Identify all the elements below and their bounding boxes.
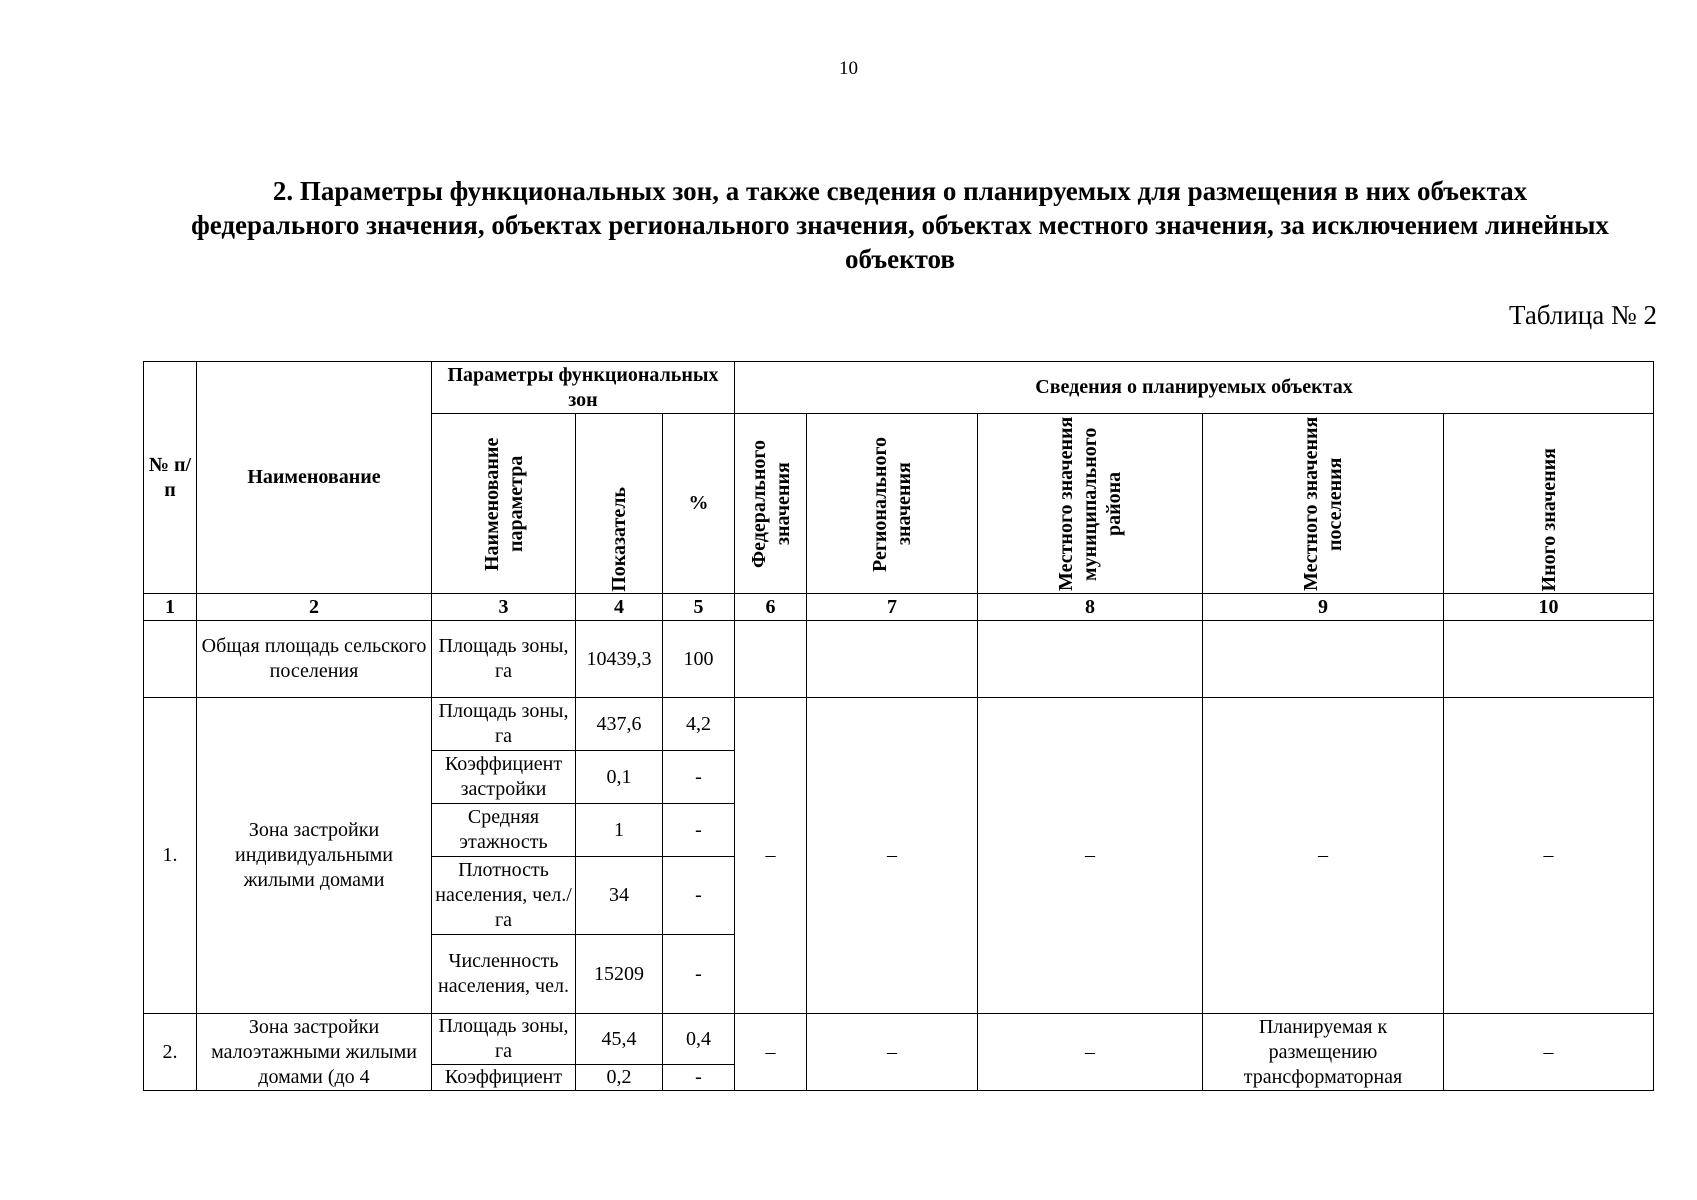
param-percent-cell: -: [663, 1065, 735, 1091]
header-regional: Регионального значения: [807, 414, 978, 594]
param-percent-cell: -: [663, 804, 735, 857]
param-percent-cell: 4,2: [663, 698, 735, 751]
header-num: № п/п: [144, 362, 197, 594]
header-other: Иного значения: [1444, 414, 1654, 594]
param-name-cell: Средняя этажность: [432, 804, 576, 857]
header-objects-group: Сведения о планируемых объектах: [735, 362, 1654, 414]
param-percent-cell: 0,4: [663, 1014, 735, 1065]
param-value-cell: 34: [576, 857, 663, 935]
header-params-group: Параметры функциональных зон: [432, 362, 735, 414]
param-value-cell: 437,6: [576, 698, 663, 751]
empty-cell: [735, 621, 807, 698]
col-number: 5: [663, 594, 735, 621]
param-percent-cell: -: [663, 935, 735, 1014]
total-percent-cell: 100: [663, 621, 735, 698]
header-local-district: Местного значения муниципального района: [978, 414, 1203, 594]
param-value-cell: 0,1: [576, 751, 663, 804]
param-name-cell: Площадь зоны, га: [432, 1014, 576, 1065]
zone1-federal-cell: –: [735, 698, 807, 1014]
zone2-num-cell: 2.: [144, 1014, 197, 1091]
param-name-cell: Численность населения, чел.: [432, 935, 576, 1014]
document-title: [140, 174, 1660, 276]
header-indicator: Показатель: [576, 414, 663, 594]
table-row: [144, 621, 1654, 698]
param-value-cell: 45,4: [576, 1014, 663, 1065]
page-number: 10: [839, 58, 858, 79]
zone2-local-settlement-cell: Планируемая к размещению трансформаторная: [1203, 1014, 1444, 1091]
col-number: 6: [735, 594, 807, 621]
header-local-settlement: Местного значения поселения: [1203, 414, 1444, 594]
col-number: 2: [197, 594, 432, 621]
col-number: 1: [144, 594, 197, 621]
param-percent-cell: -: [663, 857, 735, 935]
zones-table: [143, 361, 1654, 1091]
param-percent-cell: -: [663, 751, 735, 804]
zone1-regional-cell: –: [807, 698, 978, 1014]
zone2-local-district-cell: –: [978, 1014, 1203, 1091]
table-label: Таблица № 2: [1509, 300, 1657, 330]
param-value-cell: 0,2: [576, 1065, 663, 1091]
total-param-cell: Площадь зоны, га: [432, 621, 576, 698]
header-name: Наименование: [197, 362, 432, 594]
empty-cell: [807, 621, 978, 698]
zone2-federal-cell: –: [735, 1014, 807, 1091]
param-name-cell: Плотность населения, чел./га: [432, 857, 576, 935]
header-param-name: Наименование параметра: [432, 414, 576, 594]
title-line-1: 2. Параметры функциональных зон, а также сведения о планируемых для размещения в них объектах: [272, 176, 1528, 206]
col-number: 8: [978, 594, 1203, 621]
col-number: 9: [1203, 594, 1444, 621]
param-name-cell: Коэффициент застройки: [432, 751, 576, 804]
total-name-cell: Общая площадь сельского поселения: [197, 621, 432, 698]
zone1-local-district-cell: –: [978, 698, 1203, 1014]
zone2-regional-cell: –: [807, 1014, 978, 1091]
col-number: 4: [576, 594, 663, 621]
empty-cell: [978, 621, 1203, 698]
empty-cell: [1444, 621, 1654, 698]
param-value-cell: 15209: [576, 935, 663, 1014]
header-percent: %: [663, 414, 735, 594]
col-number: 3: [432, 594, 576, 621]
param-name-cell: Коэффициент: [432, 1065, 576, 1091]
param-name-cell: Площадь зоны, га: [432, 698, 576, 751]
zone2-name-cell: Зона застройки малоэтажными жилыми домами (до 4: [197, 1014, 432, 1091]
table-row: [144, 1014, 1654, 1065]
header-federal: Федерального значения: [735, 414, 807, 594]
table-row: [144, 698, 1654, 751]
zone1-num-cell: 1.: [144, 698, 197, 1014]
col-number: 10: [1444, 594, 1654, 621]
param-value-cell: 1: [576, 804, 663, 857]
title-line-3: объектов: [845, 244, 955, 274]
total-num-cell: [144, 621, 197, 698]
zone1-local-settlement-cell: –: [1203, 698, 1444, 1014]
zone1-other-cell: –: [1444, 698, 1654, 1014]
empty-cell: [1203, 621, 1444, 698]
col-number: 7: [807, 594, 978, 621]
zone2-other-cell: –: [1444, 1014, 1654, 1091]
total-value-cell: 10439,3: [576, 621, 663, 698]
title-line-2: федерального значения, объектах регионального значения, объектах местного значения, за исключением линейных: [191, 210, 1609, 240]
zone1-name-cell: Зона застройки индивидуальными жилыми домами: [197, 698, 432, 1014]
